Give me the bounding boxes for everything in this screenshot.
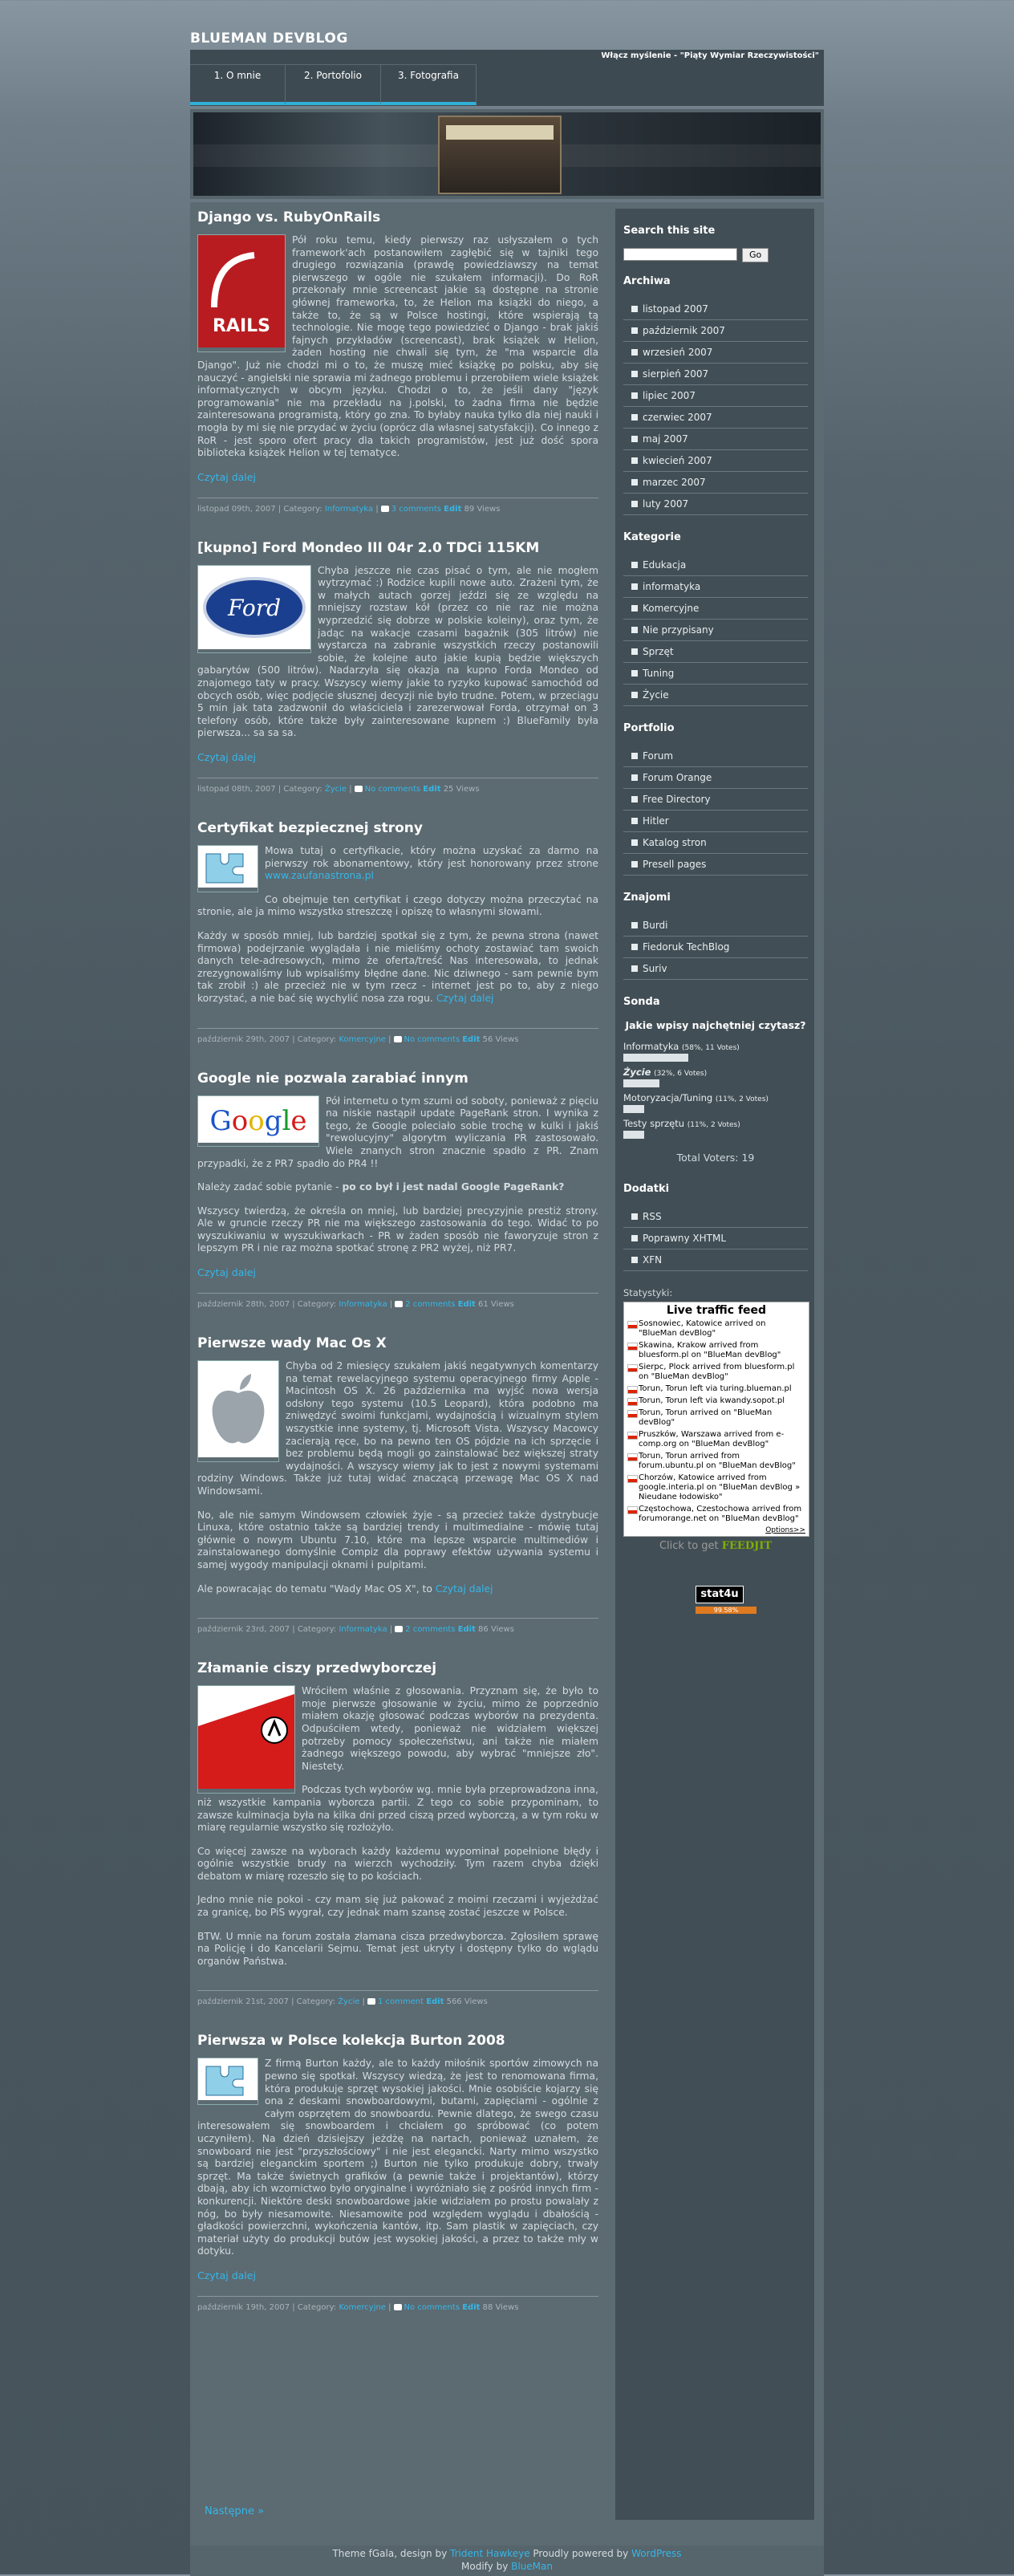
search-form — [623, 248, 808, 262]
friends-heading: Znajomi — [623, 892, 671, 904]
post — [197, 819, 598, 1044]
post-comments-link[interactable]: No comments — [391, 2303, 460, 2312]
archive-list — [623, 299, 808, 515]
friend-item[interactable]: Fiedoruk TechBlog — [623, 937, 808, 958]
feed-options-link[interactable]: Options>> — [765, 1526, 805, 1534]
post-views: 61 Views — [478, 1300, 514, 1310]
post-edit-link[interactable]: Edit — [444, 504, 462, 514]
banner-plate-image — [438, 116, 562, 194]
footer-theme-text: Theme fGala, design by — [332, 2548, 448, 2559]
post-body — [197, 234, 598, 460]
archive-item[interactable]: sierpień 2007 — [623, 364, 808, 385]
post-category-link[interactable]: Życie — [324, 785, 347, 794]
post-category-link[interactable]: Informatyka — [324, 504, 374, 514]
paragraph-text: Co więcej zawsze na wyborach każdy każdemu wypominał popełnione błędy i ogólnie wszystkie brudy na wierzch wychodziły. Tym razem chyba dzięki debatom w miarę rozeszło się to po kościach. — [197, 1845, 598, 1882]
feed-item[interactable]: Torun, Torun arrived on "BlueMan devBlog" — [627, 1408, 805, 1428]
post-meta: październik 29th, 2007 | Category: Komercyjne | No comments Edit 56 Views — [197, 1028, 598, 1044]
post — [197, 539, 598, 794]
poll-option-info: (58%, 11 Votes) — [682, 1044, 740, 1052]
stat4u-badge[interactable] — [696, 1586, 744, 1614]
paragraph-text: Chyba jeszcze nie czas pisać o tym, ale nie mogłem wytrzymać :) Rodzice kupili nowe auto. Zrażeni tym, że w małych autach gorzej jeździ się ze względu na mniejszy rozstaw kół (przez co nie raz nie można wyprzedzić się dobrze w polskie koleiny), oraz tym, że jadąc na wakacje czasami bagażnik (305 litrów) nie wystarcza na zabranie wszystkich rzeczy postanowili sobie, że kolejne auto jakie kupią będzie większych gabarytów (500 litrów). Nadarzyła się okazja na kupno Forda Mondeo od znajomego taty w pracy. Wszyscy wiemy jakie to ryzyko kupować samochód od obcych osób, więc podjęcie słusznej decyzji nie było trudne. Potem, w przeciągu 5 min jak tata zadzwonił do właściciela i zarezerwował Forda, otrzymał on 3 telefony osób, które także były zainteresowane kupnem :) BlueFamily była pierwsza... sa sa sa. — [197, 564, 598, 739]
footer-powered-text: Proudly powered by — [533, 2548, 629, 2559]
paragraph-text: Co obejmuje ten certyfikat i czego dotyczy można przeczytać na stronie, ale ja mimo wszystko streszczę i opiszę to własnymi słowami. — [197, 893, 598, 918]
extras-heading: Dodatki — [623, 1183, 670, 1195]
paragraph-text: Chyba od 2 miesięcy szukałem jakiś negatywnych komentarzy na temat rewelacyjnego systemu operacyjnego firmy Apple - Macintosh OS X. 26 października ma wyjść nowa wersja odsłony tego systemu (10.5 Leopard), która podobno ma zniwędzyć swoimi funkcjami, wydajnością i wizualnym stylem wszystkie inne systemy, tj. Microsoft Vista. Wszyscy Macowcy zacierają ręce, bo na pewno ten OS pójdzie na ich sprzęcie i bez problemu będą mogli go zainstalować bez większej straty wydajności. A wszyscy wiemy jak to jest z nowymi systemami rodziny Windows. Także już tutaj widać znaczącą przewagę Mac OS X nad Windowsami. — [197, 1360, 598, 1497]
post-body — [197, 1685, 598, 1968]
post-category-link[interactable]: Informatyka — [339, 1625, 387, 1635]
post-edit-link[interactable]: Edit — [462, 1034, 481, 1044]
post-comments-link[interactable]: 1 comment — [365, 1997, 424, 2006]
feed-item[interactable]: Torun, Torun left via kwandy.sopot.pl — [627, 1396, 805, 1406]
poll-bar — [623, 1054, 688, 1062]
poll-option-info: (11%, 2 Votes) — [687, 1121, 740, 1129]
footer — [190, 2546, 824, 2576]
main-nav — [190, 64, 477, 105]
portfolio-item[interactable]: Forum Orange — [623, 767, 808, 789]
archive-item[interactable]: wrzesień 2007 — [623, 342, 808, 364]
archive-item[interactable]: maj 2007 — [623, 429, 808, 450]
post-date: listopad 08th, 2007 — [197, 785, 276, 794]
paragraph-text: Ale powracając do tematu "Wady Mac OS X", to — [197, 1583, 436, 1595]
post-body — [197, 1360, 598, 1595]
portfolio-item[interactable]: Katalog stron — [623, 832, 808, 854]
post-paragraph — [197, 894, 598, 919]
post — [197, 209, 598, 514]
read-more-link[interactable]: Czytaj dalej — [197, 2269, 256, 2281]
friends-list — [623, 915, 808, 980]
paragraph-text: Podczas tych wyborów wg. mnie była przeprowadzona inna, niż wszystkie kampania wyborcza partii. Z tego co sobie przypominam, to zawsze kulminacja była na kilka dni przed ciszą przed wyborczą, a w tym roku w miarę regularnie wszystko się rozłożyło. — [197, 1784, 598, 1834]
poll-total: Total Voters: 19 — [676, 1152, 755, 1164]
portfolio-item[interactable]: Free Directory — [623, 789, 808, 811]
feed-items — [627, 1319, 805, 1524]
feed-item[interactable]: Chorzów, Katowice arrived from google.interia.pl on "BlueMan devBlog » Nieudane łodowisko" — [627, 1473, 805, 1502]
poll-option — [623, 1067, 808, 1078]
search-input[interactable] — [623, 248, 737, 261]
post-body — [197, 565, 598, 740]
poll-option — [623, 1118, 808, 1129]
svg-text:RAILS: RAILS — [212, 316, 271, 336]
post-title[interactable]: Django vs. RubyOnRails — [197, 209, 381, 226]
stats-label: Statystyki: — [623, 1287, 673, 1298]
footer-designer-link[interactable]: Trident Hawkeye — [450, 2548, 530, 2559]
category-item[interactable]: Życie — [623, 685, 808, 706]
post — [197, 1070, 598, 1310]
poll-option-info: (11%, 2 Votes) — [715, 1095, 769, 1103]
archive-item[interactable]: czerwiec 2007 — [623, 407, 808, 429]
apple-logo-icon — [197, 1360, 279, 1462]
archive-heading: Archiwa — [623, 275, 671, 287]
post-title[interactable]: Certyfikat bezpiecznej strony — [197, 820, 423, 836]
extra-item[interactable]: XFN — [623, 1249, 808, 1271]
post-edit-link[interactable]: Edit — [423, 785, 441, 794]
paragraph-text: Każdy w sposób mniej, lub bardziej spotkał się z tym, że pewna strona (nawet firmowa) podejrzanie wyglądała i nie mieliśmy ochoty zostawiać tam swoich danych tele-adresowych, mimo że oferta/treść Nas interesowała, to jednak zrezygnowaliśmy lub wpisaliśmy błędne dane. Nic dziwnego - sam pewnie bym tak zrobił :) ale przecież nie w tym rzecz - internet jest po to, aby z niego korzystać, a nie bać się wychylić nosa zza rogu. — [197, 929, 598, 1004]
post-date: listopad 09th, 2007 — [197, 504, 276, 514]
site-title[interactable]: BLUEMAN DEVBLOG — [190, 30, 348, 47]
paragraph-text: Pół roku temu, kiedy pierwszy raz usłyszałem o tych framework'ach postanowiłem zagłębić się w tajniki tego drugiego rozwiązania (prawdę powiedziawszy na temat pierwszego w ogóle nie szukałem informacji). Do RoR przekonały mnie screencast jakie są dostępne na stronie głównej frameworka, to, że Helion ma książki do niego, a także to, że są w Polsce hostingi, które wspierają tą technologie. Nie mogę tego powiedzieć o Django - brak jakiś fajnych przykładów (screencast), brak książek w Helion, żaden hosting nie chwali się tym, że "ma wsparcie dla Django". Już nie chodzi mi o to, że muszę mieć książkę po polsku, aby się nauczyć - angielski nie sprawia mi żadnego problemu i przerobiłem wiele książek informatycznych w obcym języku. Chodzi o to, że jeśli dany "język programowania" nie ma przekładu na j.polski, to żadna firma nie będzie zainteresowana programistą, który go zna. To byłaby nauka tylko dla niej nauki i mogła by mi się nie przydać w życiu (oprócz dla własnej satysfakcji). Co innego z RoR - jest sporo ofert pracy dla takich programistów, jest już dość spora biblioteka książek Helion w tej tematyce. — [197, 234, 598, 459]
post-comments-link[interactable]: 3 comments — [379, 505, 441, 514]
content-column — [197, 209, 598, 2338]
feed-item[interactable]: Częstochowa, Czestochowa arrived from forumorange.net on "BlueMan devBlog" — [627, 1505, 805, 1524]
friend-item[interactable]: Burdi — [623, 915, 808, 937]
post-paragraph — [197, 1931, 598, 1969]
post-category-link[interactable]: Komercyjne — [339, 1034, 386, 1044]
portfolio-item[interactable]: Forum — [623, 746, 808, 767]
post-date: październik 21st, 2007 — [197, 1997, 289, 2007]
search-go-button[interactable]: Go — [742, 248, 769, 262]
nav-item-fotografia[interactable]: 3. Fotografia — [381, 65, 477, 105]
trusted-site-link[interactable]: www.zaufanastrona.pl — [265, 870, 374, 882]
post — [197, 1660, 598, 2006]
poll-option — [623, 1041, 808, 1052]
paragraph-text: Mowa tutaj o certyfikacie, który można uzyskać za darmo na pierwszy rok abonamentowy, który jest honorowany przez strone — [265, 845, 598, 869]
post-date: październik 19th, 2007 — [197, 2302, 290, 2312]
paragraph-text: Jedno mnie nie pokoi - czy mam się już pakować z moimi rzeczami i wyjeżdżać za granicę, bo PiS wygrał, czy jednak mam szansę zostać jeszcze w Polsce. — [197, 1894, 598, 1919]
poll-results — [623, 1041, 808, 1139]
read-more-link[interactable]: Czytaj dalej — [197, 470, 256, 483]
post-body — [197, 845, 598, 1006]
puzzle-icon — [197, 845, 258, 892]
archive-item[interactable]: luty 2007 — [623, 494, 808, 515]
paragraph-text: Wszyscy twierdzą, że określa on mniej, lub bardziej precyzyjnie prestiż strony. Ale w gruncie rzeczy PR nie ma większego zastosowania do tego. Widać to po wyszukiwaniu w wyszukiwarkach - PR w żaden sposób nie faworyzuje stron z lepszym PR i nie raz można spotkać stronę z PR2 wyżej, niż PR7. — [197, 1205, 598, 1254]
post-date: październik 23rd, 2007 — [197, 1625, 290, 1635]
stat4u-logo: stat4u — [696, 1586, 744, 1603]
poll-option-label: Motoryzacja/Tuning — [623, 1092, 713, 1103]
post-meta: październik 28th, 2007 | Category: Informatyka | 2 comments Edit 61 Views — [197, 1293, 598, 1309]
poll-option-label: Testy sprzętu — [623, 1118, 685, 1129]
header-banner — [190, 109, 824, 199]
footer-modifier-link[interactable]: BlueMan — [511, 2561, 553, 2572]
footer-wordpress-link[interactable]: WordPress — [631, 2548, 682, 2559]
archive-item[interactable]: marzec 2007 — [623, 472, 808, 494]
feed-item[interactable]: Skawina, Krakow arrived from bluesform.pl on "BlueMan devBlog" — [627, 1341, 805, 1360]
post-edit-link[interactable]: Edit — [426, 1997, 444, 2007]
portfolio-item[interactable]: Hitler — [623, 811, 808, 832]
sidebar — [615, 209, 814, 2520]
svg-text:Ford: Ford — [227, 594, 282, 621]
tagline: Włącz myślenie - "Piąty Wymiar Rzeczywistości" — [601, 51, 819, 60]
archive-item[interactable]: kwiecień 2007 — [623, 450, 808, 472]
poll-option-label: Życie — [623, 1067, 651, 1078]
nav-item-portofolio[interactable]: 2. Portofolio — [286, 65, 381, 105]
post-comments-link[interactable]: 2 comments — [392, 1300, 455, 1309]
post — [197, 1335, 598, 1634]
portfolio-list — [623, 746, 808, 876]
poll-option-label: Informatyka — [623, 1041, 679, 1052]
next-page-link[interactable]: Następne » — [205, 2505, 265, 2517]
feedjit-brand: FEEDJIT — [721, 1540, 772, 1552]
post-views: 25 Views — [443, 785, 480, 794]
ballot-icon — [197, 1685, 295, 1794]
post-category-link[interactable]: Życie — [338, 1997, 360, 2007]
read-more-inline-link[interactable]: Czytaj dalej — [435, 1583, 493, 1595]
bold-question: po co był i jest nadal Google PageRank? — [342, 1181, 565, 1193]
post-meta: październik 23rd, 2007 | Category: Informatyka | 2 comments Edit 86 Views — [197, 1618, 598, 1634]
post-views: 88 Views — [482, 2302, 519, 2312]
post-paragraph — [197, 1205, 598, 1255]
paragraph-text: No, ale nie samym Windowsem człowiek żyje - są przecież także dystrybucje Linuxa, które ostatnio także są bardziej trendy i multimedialne - mówię tutaj głównie o nowym Ubuntu 7.10, które ma lepsze wsparcie multimediów i zainstalowanego domyślnie Compiz dla poprawy efektów używania systemu i samej wygody manipulacji oknami i pulpitami. — [197, 1509, 598, 1570]
post-date: październik 28th, 2007 — [197, 1300, 290, 1310]
extra-item[interactable]: Poprawny XHTML — [623, 1228, 808, 1249]
category-item[interactable]: Sprzęt — [623, 641, 808, 663]
feedjit-cta[interactable] — [623, 1540, 808, 1552]
post-title[interactable]: Pierwsze wady Mac Os X — [197, 1335, 387, 1352]
google-logo-icon — [197, 1095, 319, 1148]
poll-bar — [623, 1105, 644, 1113]
svg-text:Google: Google — [209, 1104, 307, 1137]
category-item[interactable]: Nie przypisany — [623, 620, 808, 641]
friend-item[interactable]: Suriv — [623, 958, 808, 980]
post-body — [197, 1095, 598, 1256]
puzzle-icon — [197, 2058, 258, 2105]
live-traffic-feed — [623, 1302, 809, 1537]
post-edit-link[interactable]: Edit — [457, 1625, 476, 1635]
ford-logo-icon — [197, 565, 311, 654]
post-paragraph — [197, 1509, 598, 1572]
read-more-link[interactable]: Czytaj dalej — [197, 1266, 256, 1279]
stat4u-percent: 99.58% — [696, 1607, 756, 1614]
post — [197, 2032, 598, 2312]
post-views: 89 Views — [464, 504, 501, 514]
portfolio-heading: Portfolio — [623, 722, 675, 734]
post-views: 86 Views — [478, 1625, 514, 1635]
extras-list — [623, 1206, 808, 1271]
post-paragraph — [197, 1894, 598, 1919]
post-edit-link[interactable]: Edit — [462, 2302, 481, 2312]
banner-sign — [446, 125, 554, 140]
read-more-link[interactable]: Czytaj dalej — [197, 751, 256, 763]
post-title[interactable]: Google nie pozwala zarabiać innym — [197, 1070, 468, 1087]
post-meta: listopad 09th, 2007 | Category: Informatyka | 3 comments Edit 89 Views — [197, 498, 598, 514]
category-item[interactable]: Tuning — [623, 663, 808, 685]
category-item[interactable]: informatyka — [623, 576, 808, 598]
archive-item[interactable]: październik 2007 — [623, 320, 808, 342]
post-date: październik 29th, 2007 — [197, 1034, 290, 1044]
feed-cta-text: Click to get — [659, 1540, 719, 1552]
poll-option-info: (32%, 6 Votes) — [654, 1070, 708, 1078]
post-views: 56 Views — [482, 1034, 519, 1044]
rails-logo-icon — [197, 234, 286, 352]
post-comments-link[interactable]: 2 comments — [392, 1625, 455, 1634]
post-category-link[interactable]: Komercyjne — [339, 2302, 386, 2312]
post-paragraph — [197, 1181, 598, 1194]
post-meta: październik 21st, 2007 | Category: Życie | 1 comment Edit 566 Views — [197, 1990, 598, 2006]
feed-item[interactable]: Torun, Torun left via turing.blueman.pl — [627, 1384, 805, 1394]
paragraph-text: Z firmą Burton każdy, ale to każdy miłośnik sportów zimowych na pewno się spotkał. Wszyscy wiedzą, że jest to renomowana firma, która produkuje sprzęt wysokiej jakości. Mnie osobiście kojarzy się ona z deskami snowboardowymi, butami, zapięciami - ogólnie z całym osprzętem do snowboardu. Pewnie dlatego, że swego czasu interesowałem się snowboardem i chciałem go spróbować (co potem uczyniłem). Na dzień dzisiejszy jeżdżę na nartach, ponieważ uznałem, że snowboard nie jest "przyszłościowy" i nie jest elegancki. Narty mimo wszystko są bardziej eleganckim sportem ;) Burton nie tylko produkuje dobry, trwały sprzęt. Ma także świetnych grafików (a pewnie także i projektantów), którzy dbają, aby ich wzornictwo było oryginalne i wyróżniało się z pośród innych firm - konkurencji. Niektóre deski snowboardowe jakie widziałem po prostu powalały z nóg, bo były niesamowite. Niesamowite pod względem wyglądu i dbałością - gładkości powierzchni, wykończenia kantów, itp. Sam plastik w zapięciach, czy materiał użyty do produkcji butów jest wysokiej jakości, a przez to także mły w dotyku. — [197, 2058, 598, 2257]
archive-item[interactable]: listopad 2007 — [623, 299, 808, 320]
footer-modify-text: Modify by — [461, 2561, 509, 2572]
paragraph-text: BTW. U mnie na forum została złamana cisza przedwyborcza. Zgłosiłem sprawę na Policję i do Kancelarii Sejmu. Temat jest ukryty i dostępny tylko do wglądu organów Państwa. — [197, 1930, 598, 1967]
main-frame — [190, 202, 824, 2546]
post-body — [197, 2058, 598, 2258]
feed-item[interactable]: Torun, Torun arrived from forum.ubuntu.pl on "BlueMan devBlog" — [627, 1452, 805, 1471]
paragraph-text: Pół internetu o tym szumi od soboty, ponieważ z pięciu na niskie nastąpił update PageRank stron. I wynika z tego, że Google poleciało sobie trochę w kulki i jakiś "rewolucyjny" algorytm wyliczania PR zastosowało. Wiele znanych stron znacznie spadło z PR. Znam przypadki, że z PR7 spadło do PR4 !! — [197, 1095, 598, 1169]
feed-item[interactable]: Sosnowiec, Katowice arrived on "BlueMan devBlog" — [627, 1319, 805, 1339]
post-meta: październik 19th, 2007 | Category: Komercyjne | No comments Edit 88 Views — [197, 2296, 598, 2312]
post-views: 566 Views — [446, 1997, 488, 2007]
read-more-inline-link[interactable]: Czytaj dalej — [436, 992, 494, 1004]
post-paragraph — [197, 930, 598, 1006]
feed-item[interactable]: Sierpc, Plock arrived from bluesform.pl on "BlueMan devBlog" — [627, 1363, 805, 1382]
post-category-link[interactable]: Informatyka — [339, 1300, 387, 1310]
poll-option — [623, 1092, 808, 1103]
post-comments-link[interactable]: No comments — [352, 785, 421, 794]
categories-heading: Kategorie — [623, 531, 681, 543]
post-edit-link[interactable]: Edit — [457, 1300, 476, 1310]
post-title[interactable]: Pierwsza w Polsce kolekcja Burton 2008 — [197, 2033, 505, 2050]
post-title[interactable]: Złamanie ciszy przedwyborczej — [197, 1660, 437, 1677]
top-bar — [190, 50, 824, 106]
poll-question: Jakie wpisy najchętniej czytasz? — [625, 1019, 806, 1031]
post-meta: listopad 08th, 2007 | Category: Życie | No comments Edit 25 Views — [197, 778, 598, 794]
post-paragraph — [197, 1583, 598, 1596]
post-paragraph — [197, 1846, 598, 1883]
portfolio-item[interactable]: Presell pages — [623, 854, 808, 876]
poll-bar — [623, 1131, 644, 1139]
post-comments-link[interactable]: No comments — [391, 1035, 460, 1044]
category-item[interactable]: Edukacja — [623, 555, 808, 576]
search-heading: Search this site — [623, 225, 716, 237]
poll-heading: Sonda — [623, 996, 660, 1008]
category-item[interactable]: Komercyjne — [623, 598, 808, 620]
archive-item[interactable]: lipiec 2007 — [623, 385, 808, 407]
categories-list — [623, 555, 808, 706]
extra-item[interactable]: RSS — [623, 1206, 808, 1228]
post-title[interactable]: [kupno] Ford Mondeo III 04r 2.0 TDCi 115KM — [197, 539, 540, 556]
poll-bar — [623, 1079, 659, 1087]
paragraph-text: Należy zadać sobie pytanie - — [197, 1181, 343, 1193]
feed-item[interactable]: Pruszków, Warszawa arrived from e-comp.org on "BlueMan devBlog" — [627, 1430, 805, 1449]
paragraph-text: Wróciłem właśnie z głosowania. Przyznam się, że było to moje pierwsze głosowanie w życiu, mimo że poprzednio miałem okazję głosować podczas wyborów na prezydenta. Odpuściłem wtedy, ponieważ nie widziałem większej potrzeby pomocy społeczeństwu, ani także nie miałem żadnego większego powodu, aby wybrać "mniejsze zło". Niestety. — [302, 1685, 598, 1772]
nav-item-o-mnie[interactable]: 1. O mnie — [190, 65, 286, 105]
feed-title[interactable]: Live traffic feed — [666, 1304, 767, 1317]
